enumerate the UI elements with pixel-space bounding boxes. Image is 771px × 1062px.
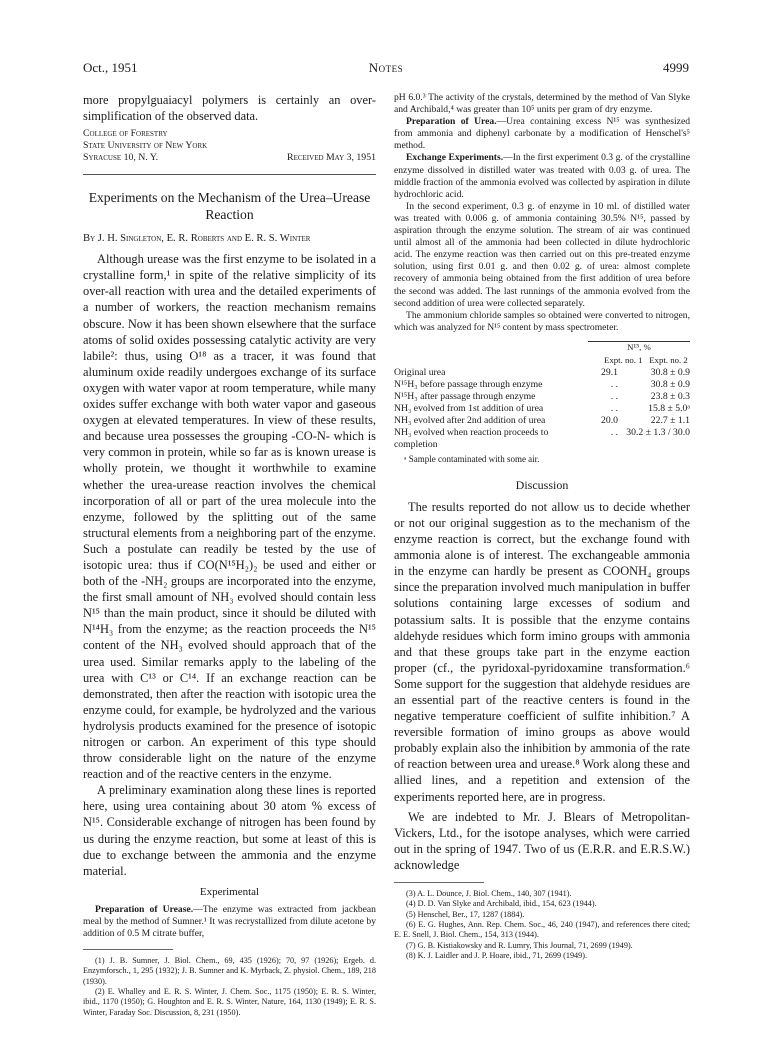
table-row: [394, 379, 690, 391]
table-cell: 30.8 ± 0.9: [650, 378, 690, 390]
run-in-heading: Preparation of Urea.: [406, 116, 497, 128]
received-date: Received May 3, 1951: [287, 152, 376, 164]
footnote: (7) G. B. Kistiakowsky and R. Lumry, This Journal, 71, 2699 (1949).: [406, 940, 633, 950]
address-line: College of Forestry: [83, 128, 168, 140]
table-cell: 15.8 ± 5.0ᵃ: [648, 402, 690, 414]
table-row: [394, 403, 690, 415]
table-cell: 20.0: [601, 414, 618, 426]
table-row: [394, 415, 690, 427]
experimental-paragraph: Preparation of Urea.—Urea containing excess N¹⁵ was synthesized from ammonia and diphenyl carbonate by a modification of Henschel's⁵ method.: [394, 116, 691, 152]
footnote: (6) E. G. Hughes, Ann. Rep. Chem. Soc., 46, 240 (1947), and references there cited; E. E. Snell, J. Biol. Chem., 154, 313 (1944).: [394, 919, 690, 940]
header-section: Notes: [368, 60, 404, 75]
table-footnote: ᵃ Sample contaminated with some air.: [404, 453, 540, 464]
table-cell: Original urea: [394, 366, 446, 378]
footnotes-right: [394, 889, 690, 961]
results-table: [394, 367, 690, 451]
footnote: (8) K. J. Laidler and J. P. Hoare, ibid., 71, 2699 (1949).: [406, 950, 588, 960]
footnote: (4) D. D. Van Slyke and Archibald, ibid., 154, 623 (1944).: [406, 899, 597, 909]
right-column: [394, 92, 690, 961]
table-column-headers: [394, 355, 690, 365]
table-cell: . .: [610, 390, 618, 402]
footnote-rule: [394, 882, 484, 883]
table-row: [394, 391, 690, 403]
experimental-paragraph: Preparation of Urease.—The enzyme was extracted from jackbean meal by the method of Sumner.¹ It was recrystallized from dilute acetone by addition of 0.5 M citrate buffer,: [83, 903, 376, 940]
table-group-header: N¹⁵, %: [394, 337, 690, 355]
body-paragraph: We are indebted to Mr. J. Blears of Metropolitan-Vickers, Ltd., for the isotope analyses, which were carried out in the spring of 1947. Two of us (E.R.R. and E.R.S.W.) acknowledge: [394, 809, 690, 872]
experimental-paragraph: In the second experiment, 0.3 g. of enzyme in 10 ml. of distilled water was treated with 0.006 g. of ammonia containing 30.5% N¹⁵, passed by aspiration through the enzyme solution. The stream of air was continued until almost all of the ammonia had been collected in dilute hydrochloric acid. The enzyme reaction was then carried out on this pre-treated enzyme solution, using first 0.01 g. and then 0.02 g. of urea: almost complete recovery of ammonia being obtained from the first addition of urea before the second was added. The last runnings of the ammonia evolved from the second addition of urea were collected separately.: [394, 200, 690, 309]
table-cell: 23.8 ± 0.3: [650, 390, 690, 402]
experimental-heading: Experimental: [199, 885, 260, 898]
run-in-heading: Preparation of Urease.: [95, 903, 194, 915]
article-title: Experiments on the Mechanism of the Urea–Urease Reaction: [88, 190, 371, 223]
footnotes-left: [83, 956, 376, 1018]
footnote: (1) J. B. Sumner, J. Biol. Chem., 69, 435 (1926); 70, 97 (1926); Ergeb. d. Enzymforsch., 1, 295 (1932); J. B. Sumner and K. Myrback, Z. physiol. Chem., 189, 218 (1930).: [83, 956, 376, 986]
experimental-paragraph: The ammonium chloride samples so obtained were converted to nitrogen, which was analyzed for N¹⁵ content by mass spectrometer.: [394, 309, 690, 333]
table-cell: 30.2 ± 1.3 / 30.0: [626, 426, 690, 438]
carryover-text: more propylguaiacyl polymers is certainly an over-simplification of the observed data.: [83, 93, 376, 124]
footnote-rule: [83, 949, 173, 950]
header-date: Oct., 1951: [83, 60, 138, 75]
table-cell: . .: [610, 402, 618, 414]
table-col-header: Expt. no. 1: [603, 354, 643, 365]
footnote: (2) E. Whalley and E. R. S. Winter, J. Chem. Soc., 1175 (1950); E. R. S. Winter, ibid., 1170 (1950); G. Houghton and E. R. S. Winter, Nature, 164, 1130 (1949); E. R. S. Winter, Faraday Soc. Discussion, 8, 231 (1950).: [83, 987, 376, 1017]
running-header: [83, 60, 689, 78]
article-authors: By J. H. Singleton, E. R. Roberts and E. R. S. Winter: [83, 233, 311, 245]
footnote: (5) Henschel, Ber., 17, 1287 (1884).: [406, 909, 525, 919]
address-line: Syracuse 10, N. Y.: [83, 152, 159, 164]
table-cell: 30.8 ± 0.9: [650, 366, 690, 378]
table-cell: NH₃ evolved when reaction proceeds to completion: [394, 426, 549, 450]
experimental-paragraph: Exchange Experiments.—In the first experiment 0.3 g. of the crystalline enzyme dissolved in distilled water was treated with 0.03 g. of urea. The middle fraction of the ammonia evolved was collected by aspiration in dilute hydrochloric acid.: [394, 152, 690, 200]
section-rule: [83, 174, 376, 175]
table-cell: . .: [610, 378, 618, 390]
body-paragraph: Although urease was the first enzyme to be isolated in a crystalline form,¹ in spite of the relative simplicity of its over-all reaction with urea and the detailed experiments of a number of workers, the reaction mechanism remains obscure. Now it has been shown elsewhere that the surface atoms of solid oxides possessing catalytic activity are very labile²: thus, using O¹⁸ as a tracer, it was found that aluminum oxide readily undergoes exchange of its surface oxygen with water vapor at room temperature, while many oxides suffer exchange with both water vapor and gaseous oxygen at elevated temperatures. In view of these results, and because urea possesses the grouping -CO-N- which is very common in protein, while so far as is known urease is wholly protein, we thought it worthwhile to examine whether the urea-urease reaction involves the chemical incorporation of all or part of the urea molecule into the enzyme, followed by the splitting out of the same structural elements from a neighboring part of the enzyme. Such a postulate can readily be tested by the use of isotopic urea: thus if CO(N¹⁵H₂)₂ be used and either or both of the -NH₂ groups are incorporated into the enzyme, the first small amount of NH₃ evolved should contain less N¹⁵ than the main product, since it should be diluted with N¹⁴H₃ from the enzyme; as the reaction proceeds the N¹⁵ content of the NH₃ evolved should approach that of the urea used. Similar remarks apply to the labeling of the urea with C¹³ or C¹⁴. If an exchange reaction can be demonstrated, then after the reaction with isotopic urea the enzyme could, for example, be hydrolyzed and the various hydrolysis products examined for the presence of isotopic nitrogen or carbon. An experiment of this type should throw considerable light on the nature of the enzyme reaction and of the reactive centers in the enzyme.: [83, 252, 376, 782]
table-col-header: Expt. no. 2: [649, 354, 688, 365]
table-cell: N¹⁵H₃ before passage through enzyme: [394, 378, 543, 390]
table-cell: NH₃ evolved from 1st addition of urea: [394, 402, 544, 414]
continued-paragraph: pH 6.0.³ The activity of the crystals, determined by the method of Van Slyke and Archibald,⁴ was greater than 10⁵ units per gram of dry enzyme.: [394, 92, 690, 116]
discussion-heading: Discussion: [515, 477, 569, 492]
run-in-heading: Exchange Experiments.: [406, 152, 504, 164]
left-column: [83, 92, 376, 1018]
table-cell: 22.7 ± 1.1: [650, 414, 690, 426]
body-paragraph: The results reported do not allow us to decide whether or not our original suggestion as to the mechanism of the enzyme reaction is correct, but the exchange found with ammonia alone is of interest. The exchangeable ammonia in the enzyme can hardly be present as COONH₄ groups since the preparation involved much manipulation in buffer solutions containing large excesses of sodium and potassium salts. It is possible that the enzyme contains aldehyde residues which form imino groups with ammonia and that these groups take part in the enzyme eaction proper (cf., the pyridoxal-pyridoxamine transformation.⁶ Some support for the suggestion that aldehyde residues are an essential part of the reactive centers is found in the negative temperature coefficient of sulfite inhibition.⁷ A reversible formation of imino groups as above would probably explain also the inhibition by ammonia of the rate of reaction between urea and urease.⁸ Work along these and allied lines, and a repetition and extension of the experiments reported here, are in progress.: [394, 499, 690, 804]
header-page-number: 4999: [663, 60, 689, 75]
table-row: [394, 367, 690, 379]
table-cell: . .: [610, 426, 618, 438]
address-line: State University of New York: [83, 140, 208, 152]
table-cell: 29.1: [601, 366, 618, 378]
body-paragraph: A preliminary examination along these lines is reported here, using urea containing about 30 atom % excess of N¹⁵. Considerable exchange of nitrogen has been found by us during the enzyme reaction, but some at least of this is due to exchange between the ammonia and the enzyme material.: [83, 783, 376, 878]
footnote: (3) A. L. Dounce, J. Biol. Chem., 140, 307 (1941).: [406, 889, 572, 899]
table-row: [394, 427, 690, 451]
table-cell: N¹⁵H₃ after passage through enzyme: [394, 390, 536, 402]
table-cell: NH₃ evolved after 2nd addition of urea: [394, 414, 546, 426]
author-address: [83, 128, 376, 164]
